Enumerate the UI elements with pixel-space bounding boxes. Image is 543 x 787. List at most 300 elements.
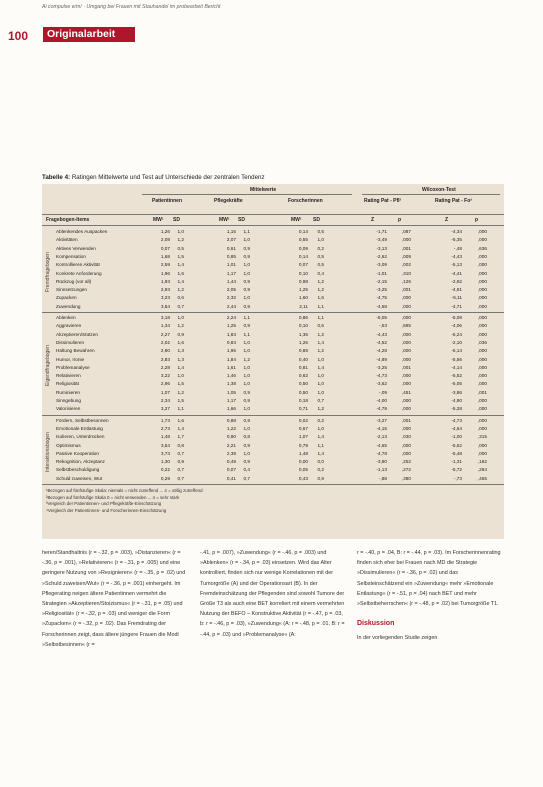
table-cell: 2,34 [160,398,170,403]
table-cell: ,000 [477,315,487,320]
table-cell: 0,90 [226,434,236,440]
item-label: Selbstbeschuldigung [56,467,100,473]
table-cell: ,380 [401,475,411,481]
table-cell: 0,9 [243,398,250,403]
table-cell: 1,0 [243,373,250,379]
table-cell: 1,2 [177,323,184,329]
table-cell: -2,15 [376,278,387,284]
header-mittelwerte: Mittelwerte [250,187,277,193]
table-cell: 0,61 [226,245,236,251]
table-cell: 0,5 [317,262,324,268]
table-cell: 0,9 [177,331,184,337]
item-label: Zuwendung [56,303,81,309]
table-cell: 0,14 [298,229,308,234]
table-cell: -1,31 [451,459,462,465]
table-cell: -,53 [378,323,387,329]
table-row [42,270,504,278]
table-cell: ,002 [401,262,411,268]
table-cell: 1,61 [226,364,236,370]
caption-label: Tabelle 4: [42,174,71,181]
table-cell: ,272 [401,467,411,473]
table-cell: -4,89 [376,356,387,362]
table-cell: ,000 [401,356,411,362]
table-cell: ,000 [477,331,487,337]
table-cell: ,000 [401,339,411,345]
group-label: Interaktionsbogen [45,432,51,472]
item-label: Problemanalyse [56,364,90,370]
table-cell: 0,86 [298,315,308,320]
table-cell: 0,9 [243,245,250,251]
table-cell: 1,0 [243,262,250,268]
table-cell: -3,27 [376,417,387,423]
table-cell: 1,5 [177,381,184,387]
table-row [42,253,504,261]
table-cell: 0,43 [298,475,308,481]
table-cell: 1,2 [317,406,324,412]
group-rule [42,415,504,416]
table-cell: 0,67 [298,425,308,431]
table-cell: 1,3 [177,348,184,354]
table-cell: 1,17 [226,398,236,403]
table-cell: 0,09 [298,245,308,251]
page-number: 100 [8,29,29,43]
table-row [42,314,504,322]
table-cell: ,000 [477,398,487,403]
table-cell: 0,62 [298,373,308,379]
table-row [42,458,504,466]
table-cell: ,000 [401,373,411,379]
table-cell: 0,07 [226,467,236,473]
item-label: Optimismus [56,442,81,448]
group-rule [42,312,504,313]
table-cell: 1,07 [160,389,170,395]
table-cell: -4,34 [451,229,462,234]
table-cell: -,48 [453,245,462,251]
table-cell: -4,41 [451,270,462,276]
table-row [42,331,504,339]
table-cell: 1,4 [177,262,184,268]
table-cell: 0,71 [298,406,308,412]
table-cell: -4,28 [376,348,387,354]
table-cell: 1,1 [317,442,324,448]
body-column-3 [357,548,505,644]
table-cell: 1,0 [243,237,250,243]
table-cell: 2,44 [226,303,236,309]
table-row [42,417,504,425]
table-cell: 0,7 [177,450,184,456]
table-row [42,286,504,294]
table-cell: -3,09 [376,262,387,268]
table-cell: -5,56 [451,356,462,362]
table-cell: 0,2 [317,417,324,423]
table-cell: 0,9 [177,459,184,465]
table-cell: -4,75 [376,295,387,301]
table-cell: ,001 [401,245,411,251]
table-row [42,466,504,474]
col-mw-pfl: MW¹ [219,217,230,223]
table-cell: -2,13 [376,434,387,440]
table-cell: 0,7 [317,398,324,403]
table-cell: ,252 [401,459,411,465]
table-cell: 0,6 [177,295,184,301]
table-cell: 1,2 [317,348,324,354]
table-cell: 2,02 [160,339,170,345]
table-cell: ,000 [401,303,411,309]
item-label: Valorisieren [56,406,81,412]
table-cell: 1,2 [177,389,184,395]
table-cell: 1,4 [177,364,184,370]
table-cell: -4,91 [451,287,462,293]
rule [362,194,500,195]
table-cell: 2,32 [226,295,236,301]
table-cell: 1,48 [298,450,308,456]
item-label: Rekognition, Akzeptanz [56,459,105,465]
footnote: ²Bezogen auf fünfstufige Skala 0 = nicht verwenden ... 4 = sehr stark [46,494,180,500]
table-cell: 0,5 [317,229,324,234]
table-cell: 1,4 [317,450,324,456]
table-cell: 3,22 [160,373,170,379]
table-cell: 0,14 [298,253,308,259]
table-cell: 1,25 [226,323,236,329]
table-cell: 1,05 [226,389,236,395]
footnote: ¹Bezogen auf fünfstufige Skala: niemals = nicht zutreffend ... 4 = völlig zutreffend [46,488,203,493]
table-cell: 1,0 [317,425,324,431]
table-cell: -5,24 [451,331,462,337]
table-cell: 1,4 [317,434,324,440]
table-cell: ,000 [477,442,487,448]
body-column-1 [42,548,190,650]
table-row [42,433,504,441]
table-cell: 0,5 [177,245,184,251]
table-cell: 0,0 [317,459,324,465]
table-row [42,450,504,458]
table-cell: 2,08 [160,237,170,243]
table-cell: ,036 [477,339,487,345]
table-cell: ,465 [477,475,487,481]
table-cell: 1,0 [243,450,250,456]
table-row [42,372,504,380]
table-cell: 1,4 [317,364,324,370]
table-cell: 1,44 [226,278,236,284]
section-heading-diskussion: Diskussion [357,620,395,628]
table-cell: ,451 [401,389,411,395]
table-cell: -,88 [378,475,387,481]
table-cell: 2,27 [160,331,170,337]
item-label: Ruminieren [56,389,80,395]
item-label: Dissimulieren [56,339,85,345]
table-cell: 1,0 [317,356,324,362]
rule [42,214,504,215]
table-row [42,425,504,433]
table-cell: 1,7 [177,434,184,440]
table-cell: -5,35 [451,237,462,243]
table-cell: -4,73 [451,417,462,423]
table-cell: -5,11 [451,295,462,301]
table-cell: -2,92 [451,278,462,284]
item-label: Emotionale Entlastung [56,425,103,431]
table-cell: 1,0 [177,315,184,320]
table-caption [42,174,265,181]
table-cell: 0,9 [243,278,250,284]
col-z-pfl: Z [371,217,375,223]
table-cell: 0,89 [298,348,308,354]
item-label: Fördern, Selbstbesonnen [56,417,109,423]
table-cell: ,000 [477,381,487,387]
table-cell: 0,40 [298,356,308,362]
table-cell: 0,05 [298,467,308,473]
subheader-rating-pat-pfl: Rating Pat - Pfl² [364,198,402,204]
footnote: ⁴Vergleich der Patientinnen- und Forscherinnen-Einschätzung [46,507,167,513]
table-cell: -4,58 [376,303,387,309]
table-cell: 0,07 [160,245,170,251]
table-cell: ,000 [477,356,487,362]
table-cell: 1,4 [177,425,184,431]
table-cell: 1,68 [160,253,170,259]
table-cell: 1,4 [177,278,184,284]
table-cell: ,595 [401,323,411,329]
table-cell: 0,18 [298,398,308,403]
table-cell: 1,84 [226,356,236,362]
col-z-fo: Z [445,217,449,223]
table-cell: -3,25 [376,364,387,370]
table-cell: 2,11 [299,303,308,309]
table-cell: 1,1 [243,331,250,337]
subheader-pflegekraefte: Pflegekräfte [214,198,243,204]
table-cell: 0,49 [226,459,236,465]
table-cell: 0,79 [298,442,308,448]
table-row [42,356,504,364]
table-cell: ,284 [477,467,487,473]
table-cell: 0,07 [298,262,308,268]
table-cell: ,087 [401,229,411,234]
table-row [42,261,504,269]
table-cell: -5,14 [451,348,462,354]
table-cell: 1,0 [317,373,324,379]
table-row [42,397,504,405]
table-cell: 0,41 [226,475,236,481]
table-cell: 1,5 [177,398,184,403]
table-cell: 0,2 [317,245,324,251]
table-cell: 1,26 [298,339,308,345]
table-cell: 0,55 [298,237,308,243]
table-cell: -5,52 [451,373,462,379]
table-cell: 0,50 [298,381,308,387]
rule [42,225,504,226]
table-cell: 0,9 [243,303,250,309]
table-cell: -4,90 [451,398,462,403]
table-cell: ,000 [477,406,487,412]
table-cell: 0,81 [298,364,308,370]
table-cell: ,000 [401,450,411,456]
group-label: Eigendfragebogen [45,344,51,386]
table-cell: 1,0 [177,373,184,379]
table-cell: 0,88 [226,417,236,423]
table-cell: 1,15 [226,229,236,234]
table-row [42,303,504,311]
table-cell: -4,43 [376,331,387,337]
table-cell: 1,1 [243,229,250,234]
col-sd-pfl: SD [238,217,245,223]
body-paragraph: r = -.40, p = .04, B: r = -.44, p = .03). Im Forscherinnenrating finden sich eher bei Frauen nach MD die Strategie »Dissimulieren« (r = -.36, p = .02) und das Selbsteinschätzend ein »Zuwendung« mehr »Emotionale Entlastung« (r = -.51, p = .04) nach BET und mehr »Selbstbeherrschen« (r = -.48, p = .02) bei Tumorgröße T1. [357,550,501,608]
table-cell: 2,93 [160,287,170,293]
subheader-rating-pat-fo: Rating Pat - Fo³ [435,198,472,204]
table-cell: 2,59 [160,262,170,268]
col-items: Fragebogen-Items [46,217,90,223]
table-row [42,228,504,236]
table-cell: -4,73 [376,373,387,379]
table-cell: ,000 [401,295,411,301]
table-cell: 2,28 [160,364,170,370]
table-cell: -3,13 [376,245,387,251]
table-cell: 1,48 [160,434,170,440]
table-cell: ,000 [401,348,411,354]
table-row [42,405,504,413]
table-cell: 1,36 [298,331,308,337]
table-cell: 0,9 [243,323,250,329]
table-cell: 1,1 [243,315,250,320]
table-cell: ,000 [401,442,411,448]
table-cell: -5,05 [451,381,462,387]
table-row [42,380,504,388]
table-cell: 0,5 [317,253,324,259]
item-label: Aktives Verwenden [56,245,96,251]
table-cell: -,09 [378,389,387,395]
table-cell: 0,2 [317,467,324,473]
table-cell: 1,60 [298,295,308,301]
table-cell: 0,22 [160,467,170,473]
body-paragraph: -.41, p = .007), »Zuwendung« (r = -.46, p = .003) und »Ablenken« (r = -.34, p = .03) einsetzen. Wird das Alter kontrolliert, finden sich nur wenige Korrelationen mit der Tumorgröße (A) und der Operationsart (B). In der Fremdeinschätzung der Pflegenden sind sowohl Tumore der Größe T3 als auch eine BET korreliert mit einem vermehrten Nutzung der BEFO – Konstruktive Aktivität (r = -.47, p = .03, b: r = -.46, p = .03), »Zuwendung« (A: r = -.48, p = .01, B: r = -.44, p = .03) und »Problemanalyse« (A: [200,550,345,638]
table-cell: 3,54 [160,442,170,448]
table-cell: 0,4 [243,467,250,473]
table-cell: 1,6 [177,270,184,276]
table-cell: -1,71 [376,229,387,234]
table-cell: 1,2 [177,237,184,243]
table-cell: 0,9 [243,287,250,293]
table-cell: -3,62 [376,381,387,387]
table-cell: ,000 [477,348,487,354]
item-label: Schuld zuweisen, Wut [56,475,103,481]
table-cell: ,000 [477,229,487,234]
table-cell: 3,18 [160,315,170,320]
table-cell: 1,0 [243,270,250,276]
table-cell: ,636 [477,245,487,251]
table-cell: -5,52 [451,442,462,448]
table-cell: 0,29 [160,475,170,481]
table-cell: ,000 [477,287,487,293]
table-cell: -1,13 [376,467,387,473]
table-cell: ,000 [477,425,487,431]
table-cell: 0,4 [317,270,324,276]
table-cell: 1,1 [317,303,324,309]
item-label: Aggravieren [56,323,82,329]
header-wilcoxon: Wilcoxon-Test [422,187,456,193]
running-head: Ai compulse e/m/ · Umgang bei Frauen mit Stauhandel im probearbeit Bericht [42,4,221,10]
table-cell: 1,6 [177,339,184,345]
table-cell: 1,38 [226,381,236,387]
table-cell: 2,07 [226,237,236,243]
subheader-forscherinnen: Forscherinnen [288,198,323,204]
table-cell: 1,46 [226,373,236,379]
table-cell: ,000 [477,270,487,276]
table-cell: 0,00 [298,459,308,465]
table-cell: ,000 [477,323,487,329]
table-cell: 2,05 [226,287,236,293]
table-cell: 3,54 [160,303,170,309]
table-row [42,347,504,355]
table-cell: 0,7 [243,475,250,481]
table-cell: -4,64 [451,425,462,431]
table-cell: ,000 [477,295,487,301]
table-cell: ,000 [477,417,487,423]
table-cell: 1,66 [226,406,236,412]
table-cell: 0,8 [177,442,184,448]
table-cell: 1,07 [298,434,308,440]
table-cell: 0,50 [298,389,308,395]
table-cell: ,182 [477,459,487,465]
table-row [42,245,504,253]
footnote: ³Vergleich der Patientinnen- und Pflegekräfte-Einschätzung [46,501,162,506]
item-label: Ablenken [56,315,76,320]
table-cell: ,126 [401,278,411,284]
table-cell: ,000 [477,262,487,268]
table-cell: 0,9 [317,475,324,481]
table-cell: 0,7 [177,475,184,481]
table-cell: 1,1 [177,406,184,412]
table-cell: -3,86 [451,389,462,395]
table-cell: 1,0 [317,237,324,243]
table-cell: 1,2 [177,287,184,293]
table-cell: 1,0 [177,229,184,234]
table-cell: 0,9 [243,442,250,448]
subheader-patientinnen: Patientinnen [152,198,183,204]
table-cell: -3,90 [376,459,387,465]
table-cell: 3,27 [160,406,170,412]
item-label: Isolieren, Unterdrücken [56,434,105,440]
table-cell: 1,0 [243,364,250,370]
table-cell: ,000 [401,406,411,412]
item-label: Akzeptieren/Stützen [56,331,98,337]
table-cell: -5,13 [451,262,462,268]
table-cell: 1,22 [226,425,236,431]
table-cell: -4,52 [376,339,387,345]
table-cell: 1,96 [226,348,236,354]
table-cell: ,000 [477,253,487,259]
table-cell: 0,7 [177,467,184,473]
col-mw-fo: MW¹ [291,217,302,223]
table-cell: -5,48 [451,450,462,456]
table-cell: 1,0 [243,406,250,412]
table-cell: 1,0 [317,381,324,387]
table-row [42,294,504,302]
table-cell: 1,2 [243,356,250,362]
table-cell: -4,06 [451,323,462,329]
table-cell: ,000 [401,315,411,320]
table-cell: 2,90 [160,348,170,354]
table-cell: 2,24 [226,315,236,320]
table-cell: 0,10 [298,270,308,276]
table-cell: ,000 [401,425,411,431]
table-cell: -4,00 [376,398,387,403]
table-cell: -5,72 [451,467,462,473]
table-cell: 0,8 [243,434,250,440]
table-cell: -4,43 [451,253,462,259]
col-sd-fo: SD [313,217,320,223]
col-p-pfl: p [398,217,402,223]
table-cell: 1,0 [243,295,250,301]
table-cell: 1,0 [317,389,324,395]
table-cell: -4,71 [451,303,462,309]
table-cell: -4,65 [376,442,387,448]
